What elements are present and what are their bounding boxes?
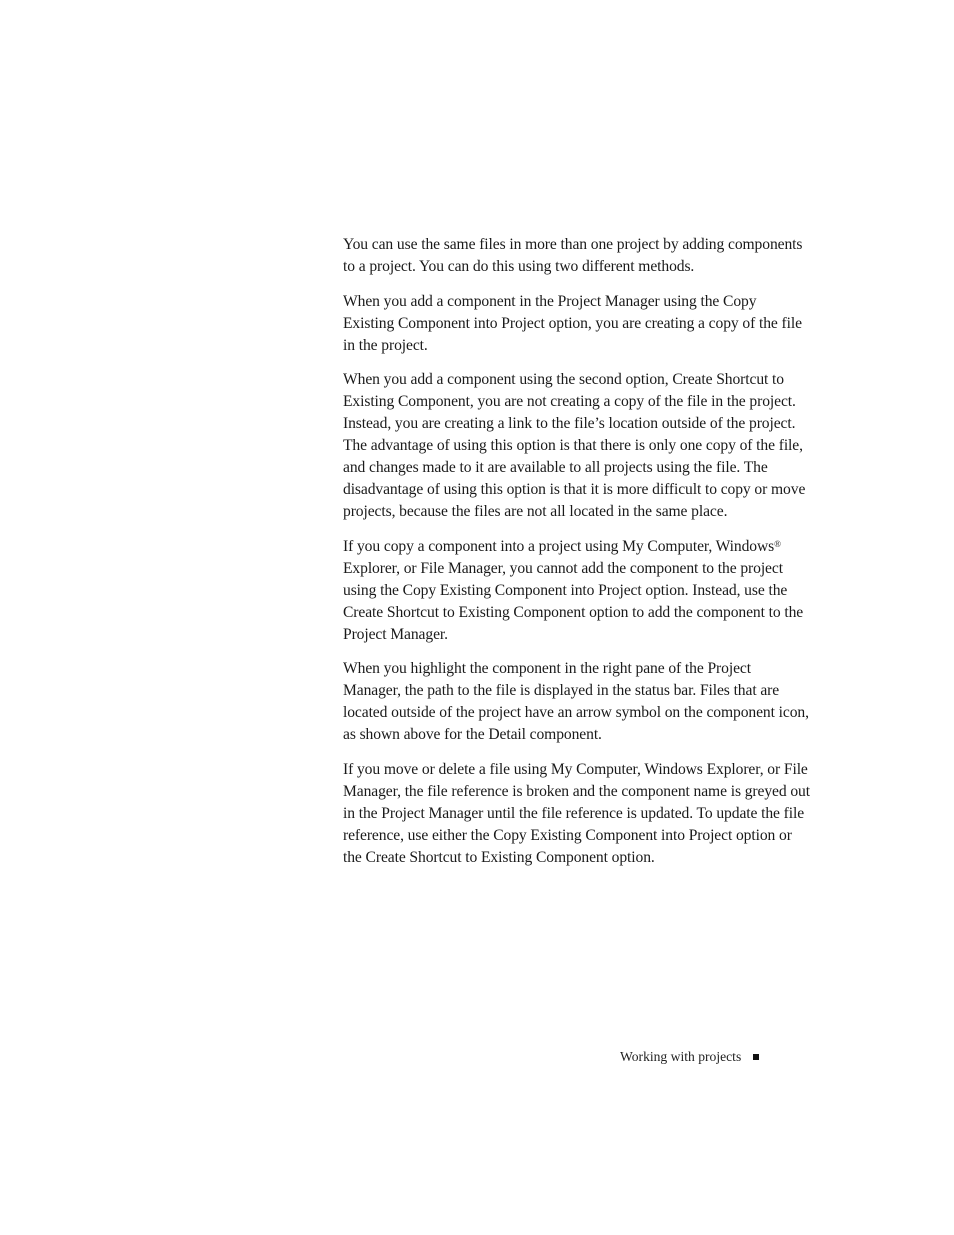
- paragraph-external-copy: [343, 536, 811, 646]
- paragraph-external-copy-start: If you copy a component into a project using My Computer, Windows: [343, 537, 775, 555]
- footer-section-title: Working with projects: [620, 1049, 742, 1064]
- square-bullet-icon: [753, 1054, 759, 1060]
- registered-mark: ®: [774, 538, 781, 549]
- paragraph-intro: You can use the same files in more than one project by adding components to a project. You can do this using two different methods.: [343, 236, 803, 275]
- paragraph-external-copy-end: Explorer, or File Manager, you cannot add the component to the project using the Copy Existing Component into Project option. Instead, use the Create Shortcut to Existing Component option to add the component to the Project Manager.: [343, 559, 804, 643]
- body-text: [343, 234, 811, 881]
- paragraph-status-bar: When you highlight the component in the right pane of the Project Manager, the path to the file is displayed in the status bar. Files that are located outside of the project have an arrow symbol on the component icon, as shown above for the Detail component.: [343, 660, 809, 743]
- paragraph-broken-reference: If you move or delete a file using My Computer, Windows Explorer, or File Manager, the file reference is broken and the component name is greyed out in the Project Manager until the file reference is updated. To update the file reference, use either the Copy Existing Component into Project option or the Create Shortcut to Existing Component option.: [343, 760, 810, 866]
- paragraph-copy-option: When you add a component in the Project Manager using the Copy Existing Component into Project option, you are creating a copy of the file in the project.: [343, 292, 802, 354]
- paragraph-shortcut-option: When you add a component using the second option, Create Shortcut to Existing Component, you are not creating a copy of the file in the project. Instead, you are creating a link to the file’s location outside of the project. The advantage of using this option is that there is only one copy of the file, and changes made to it are available to all projects using the file. The disadvantage of using this option is that it is more difficult to copy or move projects, because the files are not all located in the same place.: [343, 371, 806, 520]
- page-footer: [620, 1047, 759, 1067]
